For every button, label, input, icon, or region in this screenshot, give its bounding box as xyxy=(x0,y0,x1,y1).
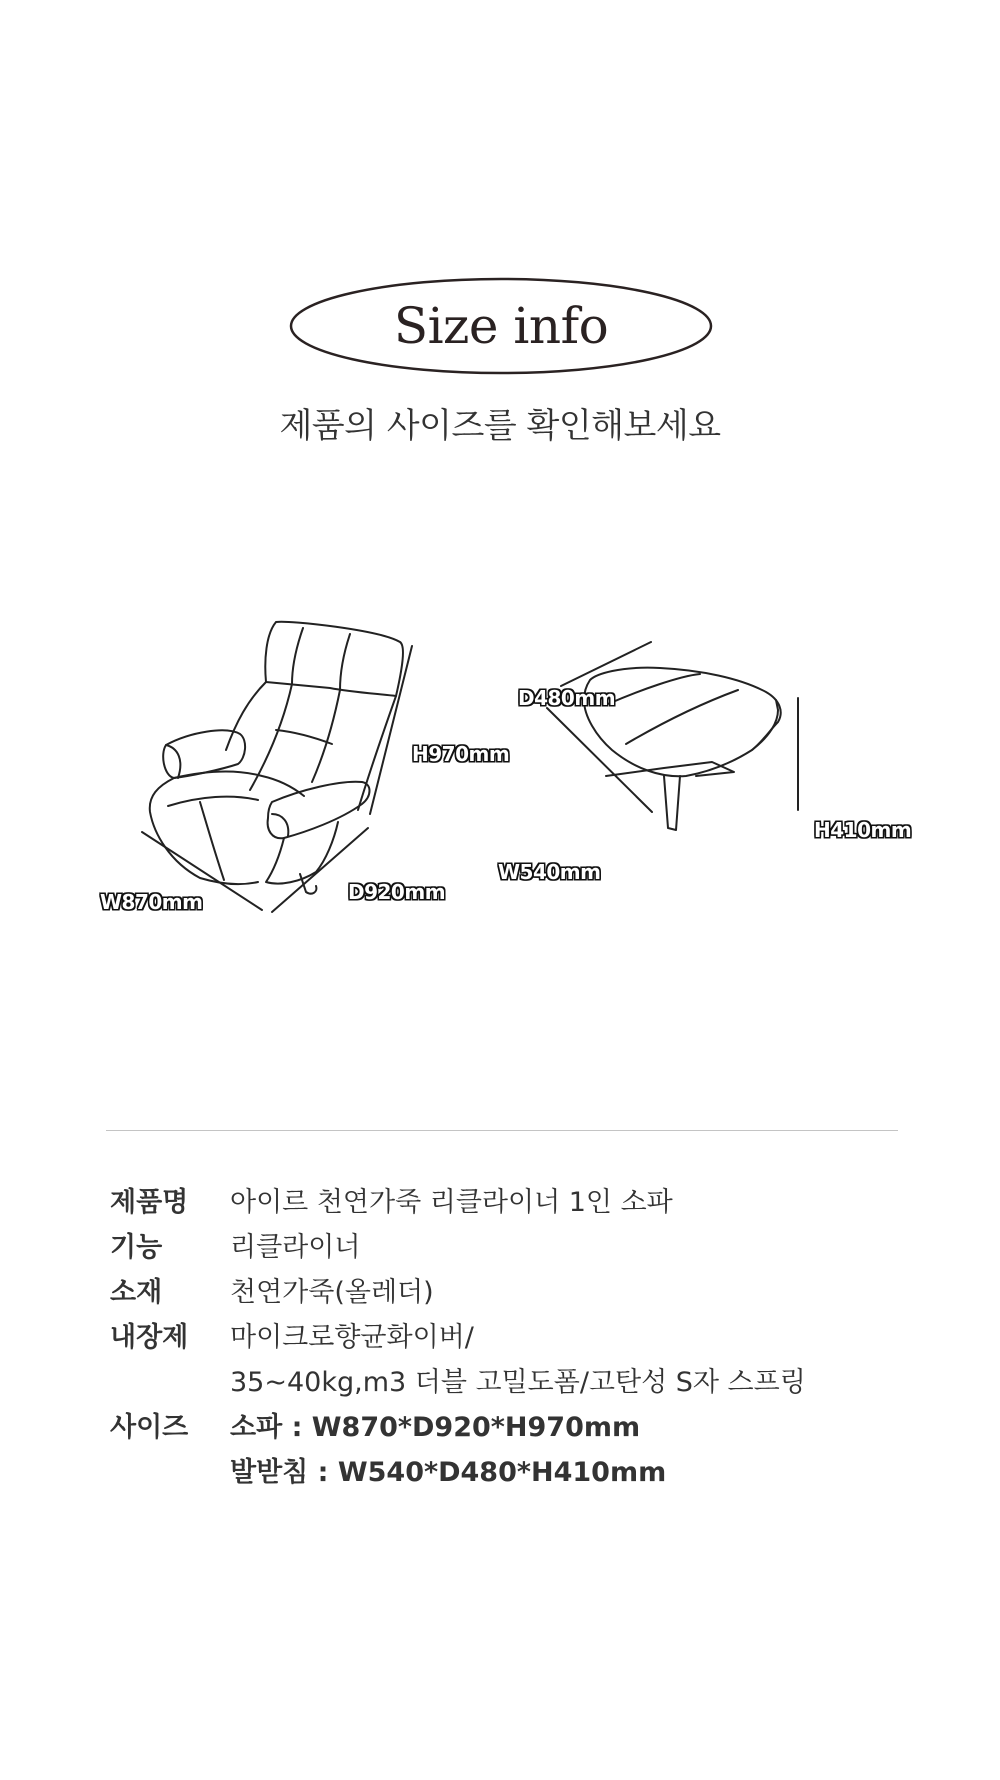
page-title: Size info xyxy=(393,297,609,355)
spec-row-material xyxy=(110,1270,806,1315)
spec-label: 기능 xyxy=(110,1232,163,1263)
footrest-width-label: W540mm xyxy=(498,860,601,884)
spec-value: 천연가죽(올레더) xyxy=(230,1277,434,1308)
sofa-width-label: W870mm xyxy=(100,890,203,914)
spec-label: 제품명 xyxy=(110,1187,189,1218)
spec-label: 소재 xyxy=(110,1277,163,1308)
spec-value: 아이르 천연가죽 리클라이너 1인 소파 xyxy=(230,1187,673,1218)
spec-value: 리클라이너 xyxy=(230,1232,361,1263)
spec-label: 내장제 xyxy=(110,1322,189,1353)
spec-table xyxy=(110,1180,806,1495)
sofa-depth-label: D920mm xyxy=(348,880,446,904)
spec-value-sofa-size: 소파 : W870*D920*H970mm xyxy=(230,1412,641,1443)
spec-row-product-name xyxy=(110,1180,806,1225)
sofa-height-label: H970mm xyxy=(412,742,510,766)
footrest-height-label: H410mm xyxy=(814,818,912,842)
recliner-sofa-drawing xyxy=(142,622,412,912)
spec-row-filling xyxy=(110,1315,806,1405)
title-badge xyxy=(289,277,713,375)
page-subtitle: 제품의 사이즈를 확인해보세요 xyxy=(279,406,721,446)
section-divider xyxy=(106,1130,898,1131)
spec-row-size xyxy=(110,1405,806,1495)
footrest-drawing xyxy=(547,642,798,830)
spec-value: 마이크로향균화이버/ xyxy=(230,1322,474,1353)
product-diagram xyxy=(0,600,1000,940)
spec-value: 35~40kg,m3 더블 고밀도폼/고탄성 S자 스프링 xyxy=(230,1367,806,1398)
spec-value-footrest-size: 발받침 : W540*D480*H410mm xyxy=(230,1457,667,1488)
footrest-depth-label: D480mm xyxy=(518,686,616,710)
spec-label: 사이즈 xyxy=(110,1412,189,1443)
spec-row-function xyxy=(110,1225,806,1270)
